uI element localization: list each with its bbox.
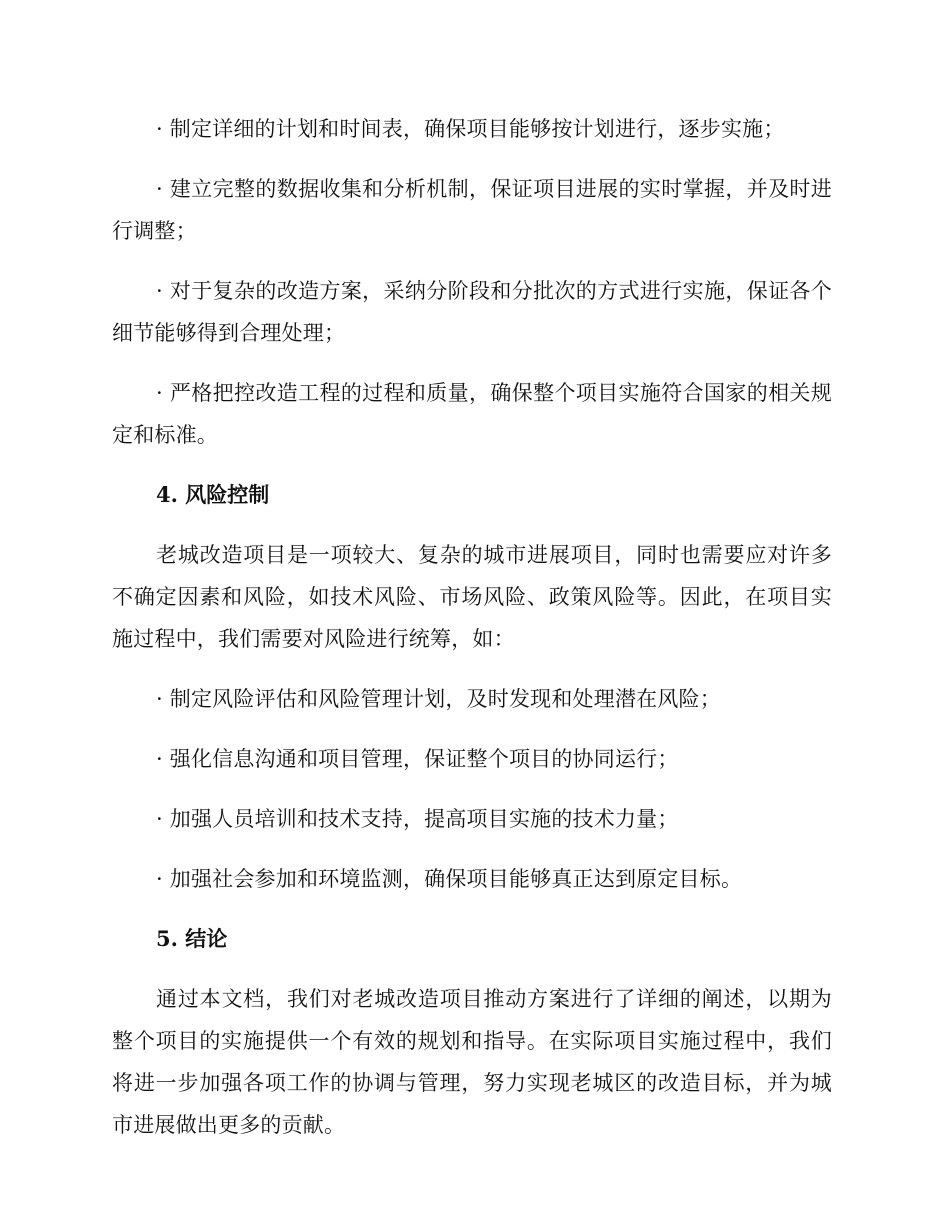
section-heading-risk-control: 4. 风险控制 — [156, 482, 270, 507]
bullet-phased-implementation: · 对于复杂的改造方案，采纳分阶段和分批次的方式进行实施，保证各个细节能够得到合理处理； — [112, 279, 832, 345]
section-heading-conclusion: 5. 结论 — [156, 926, 228, 951]
bullet-quality-control: · 严格把控改造工程的过程和质量，确保整个项目实施符合国家的相关规定和标准。 — [112, 381, 832, 447]
bullet-data-mechanism: · 建立完整的数据收集和分析机制，保证项目进展的实时掌握，并及时进行调整； — [112, 177, 832, 243]
bullet-communication: · 强化信息沟通和项目管理，保证整个项目的协同运行； — [156, 747, 679, 771]
bullet-training: · 加强人员培训和技术支持，提高项目实施的技术力量； — [156, 807, 679, 831]
bullet-risk-assessment: · 制定风险评估和风险管理计划，及时发现和处理潜在风险； — [156, 687, 721, 711]
risk-control-intro: 老城改造项目是一项较大、复杂的城市进展项目，同时也需要应对许多不确定因素和风险，如技术风险、市场风险、政策风险等。因此，在项目实施过程中，我们需要对风险进行统筹，如： — [112, 543, 832, 651]
document-page — [112, 108, 832, 1164]
bullet-plan-schedule: · 制定详细的计划和时间表，确保项目能够按计划进行，逐步实施； — [156, 117, 785, 141]
conclusion-body: 通过本文档，我们对老城改造项目推动方案进行了详细的阐述，以期为整个项目的实施提供一个有效的规划和指导。在实际项目实施过程中，我们将进一步加强各项工作的协调与管理，努力实现老城区的改造目标，并为城市进展做出更多的贡献。 — [112, 987, 832, 1137]
bullet-social-participation: · 加强社会参加和环境监测，确保项目能够真正达到原定目标。 — [156, 867, 743, 891]
